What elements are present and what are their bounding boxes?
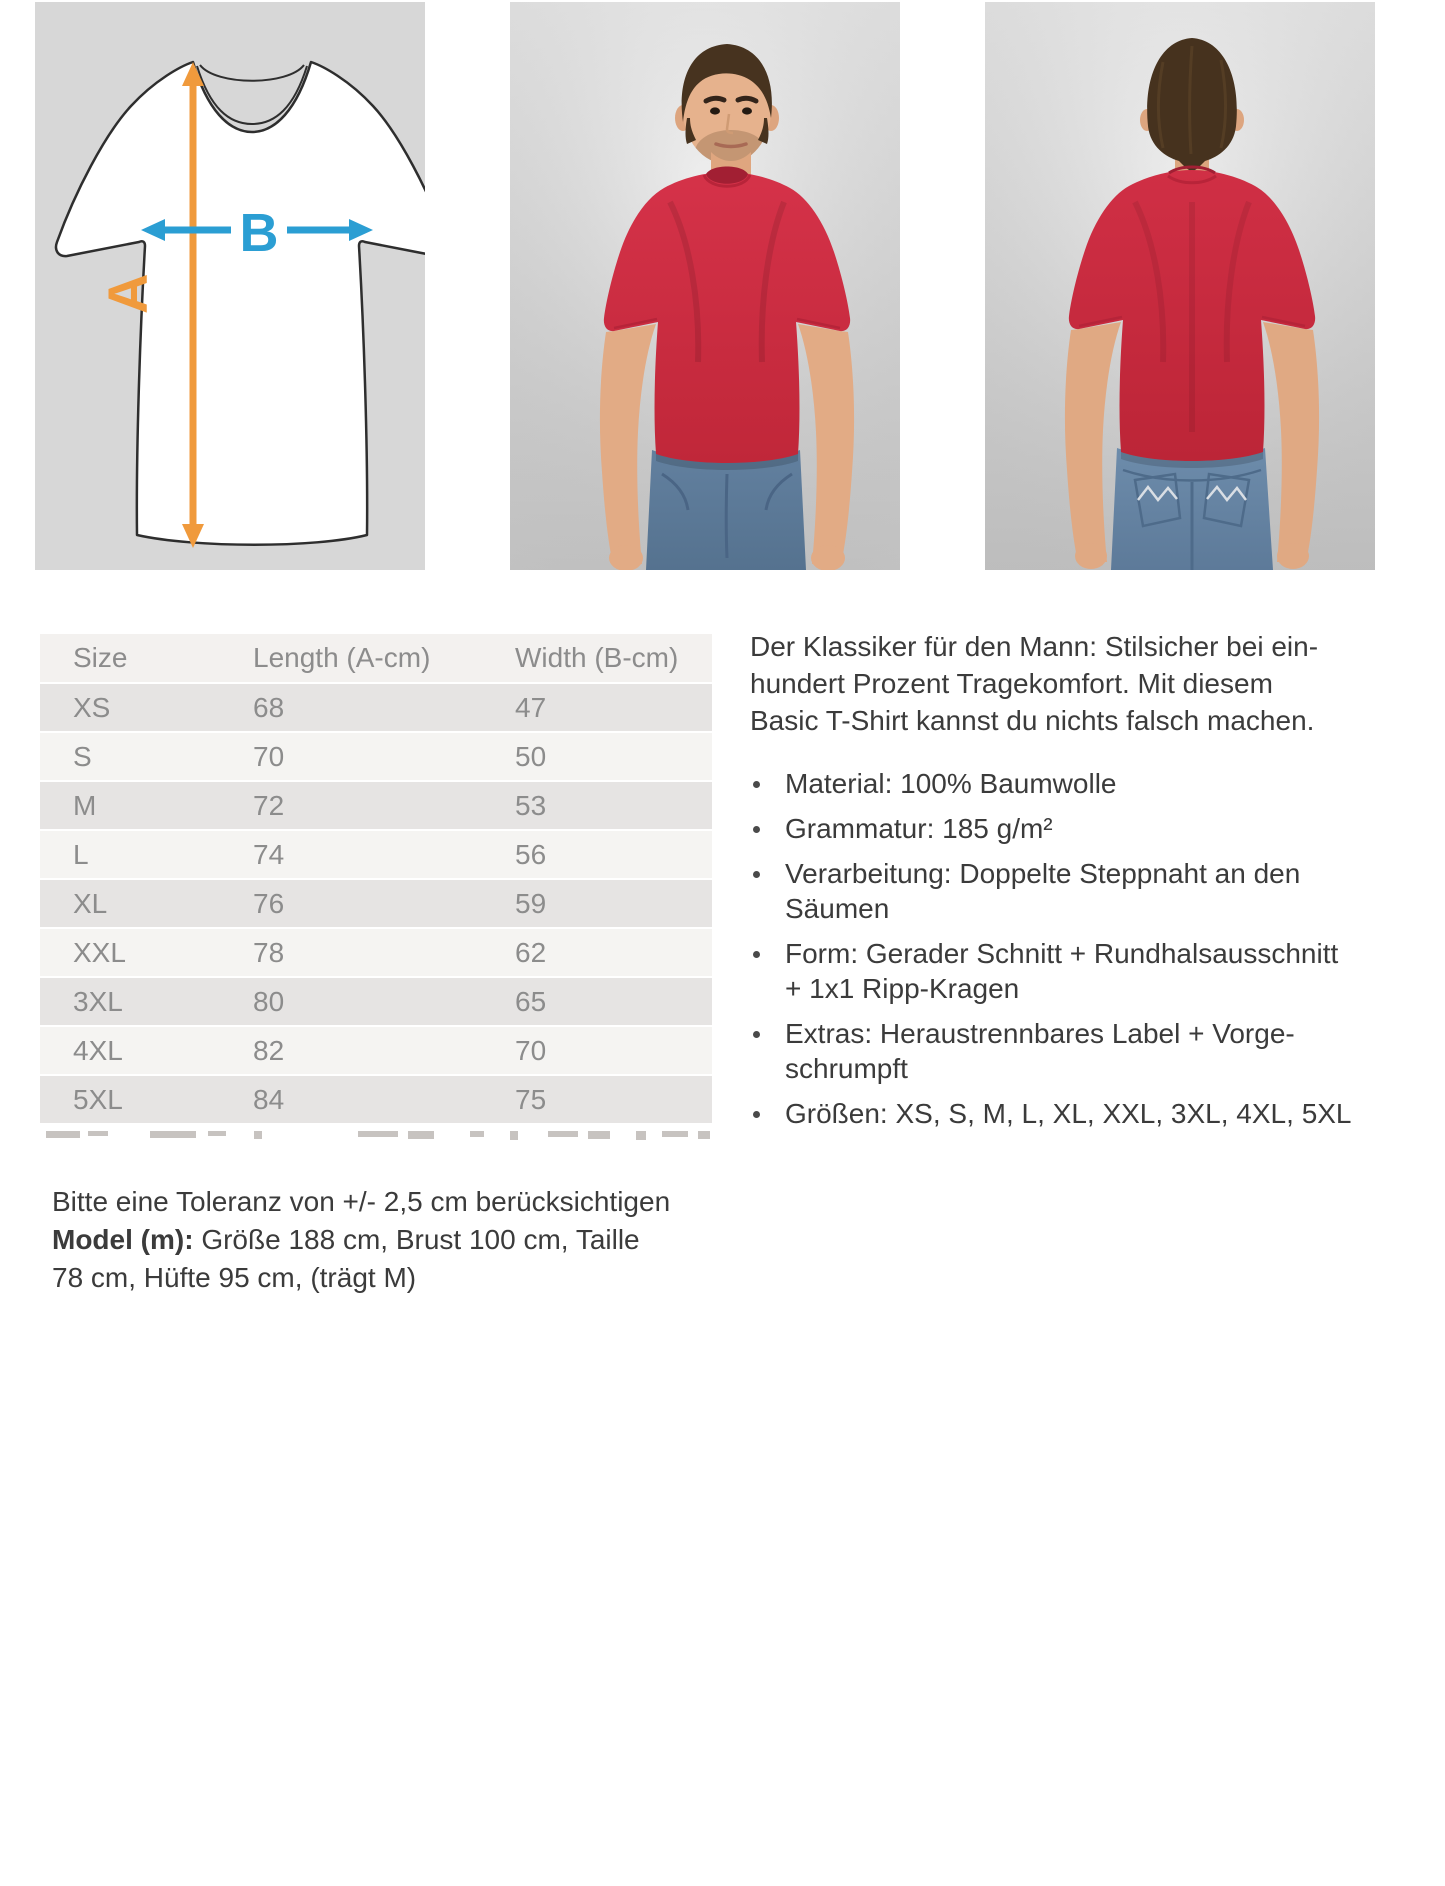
- eye-left: [710, 107, 720, 114]
- bullet-icon: [753, 1031, 760, 1038]
- bullet-icon: [753, 871, 760, 878]
- feature-item-material: Material: 100% Baumwolle: [750, 766, 1430, 801]
- model-front-photo[interactable]: [510, 2, 900, 570]
- table-row: 5XL 84 75: [40, 1076, 712, 1123]
- feature-item-verarbeitung: Verarbeitung: Doppelte Steppnaht an den Säumen: [750, 856, 1430, 926]
- col-header-length: Length (A-cm): [253, 634, 515, 682]
- tshirt-measurement-diagram: [35, 2, 425, 570]
- bullet-icon: [753, 951, 760, 958]
- eyebrow-left: [706, 98, 724, 101]
- jeans-fly: [726, 474, 727, 558]
- description-line: hundert Prozent Tragekomfort. Mit diesem: [750, 668, 1273, 699]
- table-row: XS 68 47: [40, 684, 712, 731]
- table-header-row: [40, 634, 712, 682]
- feature-list: [750, 766, 1430, 1131]
- collar-back-line: [200, 65, 304, 81]
- model-measurements: Größe 188 cm, Brust 100 cm, Taille: [201, 1224, 640, 1255]
- description-line: Der Klassiker für den Mann: Stilsicher bei ein-: [750, 631, 1319, 662]
- feature-item-grammatur: Grammatur: 185 g/m²: [750, 811, 1430, 846]
- measurement-note: [52, 1183, 670, 1297]
- model-label: Model (m):: [52, 1224, 194, 1255]
- col-header-width: Width (B-cm): [515, 634, 712, 682]
- label-B: B: [239, 203, 279, 263]
- model-info-line2: 78 cm, Hüfte 95 cm, (trägt M): [52, 1262, 417, 1293]
- feature-item-groessen: Größen: XS, S, M, L, XL, XXL, 3XL, 4XL, 5XL: [750, 1096, 1430, 1131]
- eye-right: [742, 107, 752, 114]
- label-A: A: [96, 273, 159, 314]
- bullet-icon: [753, 781, 760, 788]
- feature-item-form: Form: Gerader Schnitt + Rundhalsausschnitt + 1x1 Ripp-Kragen: [750, 936, 1430, 1006]
- eyebrow-right: [738, 98, 756, 101]
- table-row: XXL 78 62: [40, 929, 712, 976]
- table-row: L 74 56: [40, 831, 712, 878]
- description-line: Basic T-Shirt kannst du nichts falsch machen.: [750, 705, 1315, 736]
- col-header-size: Size: [40, 634, 253, 682]
- model-front-illustration: [510, 2, 900, 570]
- table-row: M 72 53: [40, 782, 712, 829]
- table-row: XL 76 59: [40, 880, 712, 927]
- table-row: 3XL 80 65: [40, 978, 712, 1025]
- model-back-photo[interactable]: [985, 2, 1375, 570]
- clipped-table-row-fragments: [40, 1128, 712, 1142]
- product-description: [750, 628, 1430, 1141]
- description-paragraph: [750, 628, 1430, 739]
- size-table: [40, 632, 712, 1125]
- bullet-icon: [753, 1111, 760, 1118]
- size-diagram-image[interactable]: [35, 2, 425, 570]
- bullet-icon: [753, 826, 760, 833]
- model-info-line1: [52, 1221, 670, 1259]
- model-back-illustration: [985, 2, 1375, 570]
- table-row: S 70 50: [40, 733, 712, 780]
- tolerance-note: Bitte eine Toleranz von +/- 2,5 cm berücksichtigen: [52, 1186, 671, 1217]
- feature-item-extras: Extras: Heraustrennbares Label + Vorge- schrumpft: [750, 1016, 1430, 1086]
- table-row: 4XL 82 70: [40, 1027, 712, 1074]
